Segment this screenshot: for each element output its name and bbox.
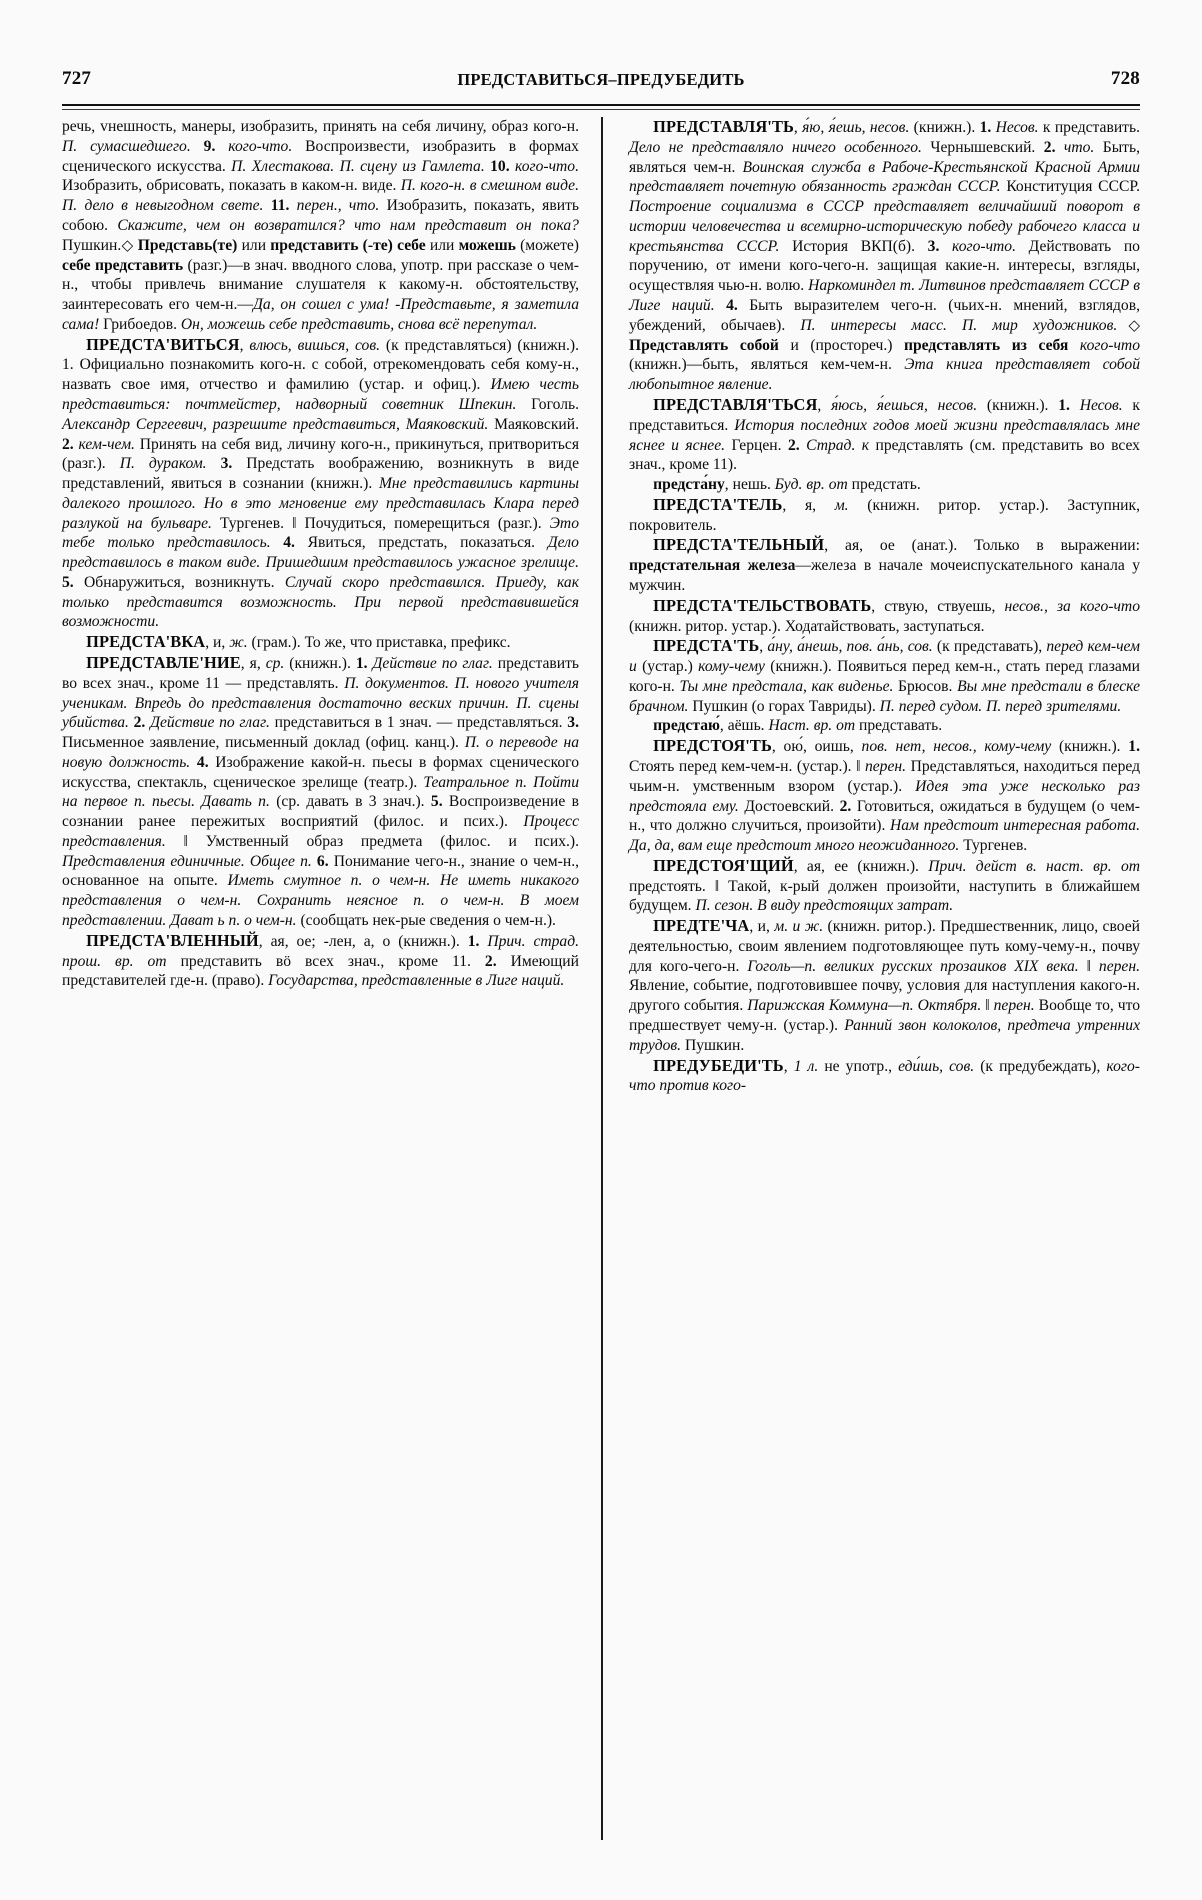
definition: Быть, являться чем-н. xyxy=(629,138,1141,176)
sense-number: 2. xyxy=(1043,138,1064,156)
text: Воспроизвести, изобразить в формах сценического искусства. xyxy=(62,137,579,175)
phraseme: представить (-те) себе xyxy=(270,236,430,254)
text: (к представать), xyxy=(932,638,1047,656)
dictionary-entry xyxy=(629,856,1140,916)
grammatical-forms: , нешь. xyxy=(724,476,775,494)
headword: ПРЕДСТА'ТЕЛЬНЫЙ xyxy=(653,535,825,555)
definition: Быть выразителем чего-н. (чьих-н. мнений, взглядов, убеждений, обычаев). xyxy=(629,296,1140,334)
dictionary-entry xyxy=(629,395,1140,475)
example: Дело представилось в таком виде. Пришедшим представилось ужасное зрелище. xyxy=(62,534,579,572)
example: Государства, представленные в Лиге наций. xyxy=(268,972,565,990)
definition: (книжн.)—быть, являться кем-чем-н. xyxy=(629,356,905,374)
example: Случай скоро представился. Приеду, как только представится возможность. При первой представившейся возможности. xyxy=(62,573,579,631)
headword: ПРЕДСТОЯ'ТЬ xyxy=(653,736,772,756)
text: (устар.) xyxy=(636,658,699,676)
phraseme: Представь(те) xyxy=(133,236,242,254)
diamond-icon: ◇ xyxy=(121,237,134,254)
definition: (ср. давать в 3 знач.). xyxy=(269,793,431,811)
folio-right: 728 xyxy=(1110,68,1140,89)
example: П. интересы масс. П. мир художников. xyxy=(800,316,1118,334)
citation-author: Тургенев. xyxy=(211,514,293,532)
definition: Явиться, предстать, показаться. xyxy=(307,534,548,552)
example: Эта книга представляет собой любопытное явление. xyxy=(629,356,1140,394)
citation-author: Тургенев. xyxy=(959,837,1028,855)
sense-number: 3. xyxy=(567,714,579,732)
headword: ПРЕДСТА'ВЛЕННЫЙ xyxy=(86,930,259,950)
sense-number: 4. xyxy=(714,296,750,314)
style-label: (книжн.). xyxy=(909,119,980,136)
dictionary-entry xyxy=(629,636,1140,716)
quotation: Александр Сергеевич, разрешите представиться, Маяковский. xyxy=(62,415,489,433)
definition: Письменное заявление, письменный доклад (офиц. канц.). xyxy=(62,734,465,752)
government: кем-чем. xyxy=(78,435,135,453)
sense-number: 1. xyxy=(467,932,488,950)
sense-number: 2. xyxy=(484,952,511,970)
dictionary-entry xyxy=(629,475,1140,495)
citation-author: Конституция СССР. xyxy=(1000,178,1140,196)
phraseme: себе представить xyxy=(62,256,188,274)
headword: ПРЕДСТА'ТЬ xyxy=(653,636,760,656)
style-label: (книжн.). xyxy=(977,397,1059,414)
dictionary-entry xyxy=(629,117,1140,395)
phraseme: представлять из себя xyxy=(904,336,1080,354)
quotation: Нам предстоит интересная работа. Да, да, вам еще предстоит много неожиданного. xyxy=(629,817,1140,855)
quotation: Да, он сошел с ума! -Представьте, я заметила сама! xyxy=(62,296,579,333)
parallel-icon: ‖ xyxy=(714,877,729,895)
grammatical-forms: , ствую, ствуешь, xyxy=(871,597,1005,615)
style-label: (книжн.). xyxy=(848,857,929,875)
definition: Обнаружиться, возникнуть. xyxy=(84,573,285,591)
citation-author: Маяковский. xyxy=(488,415,580,433)
citation-author: Грибоедов. xyxy=(99,315,181,333)
sense-number: 3. xyxy=(927,237,953,255)
grammar-note: Страд. к xyxy=(806,436,870,454)
example: Парижская Коммуна—п. Октября. xyxy=(747,997,982,1015)
phraseme: предстательная железа xyxy=(629,557,796,575)
definition: предстоять. xyxy=(629,877,715,895)
quotation: Построение социализма в СССР представляет величайший поворот в истории человечества и всемирно-историческую победу рабочего класса и крестьянства СССР. xyxy=(629,198,1140,255)
header-rule xyxy=(62,104,1140,110)
headword: ПРЕДСТА'ТЕЛЬ xyxy=(653,494,783,514)
text: речь, ᴠнешность, манеры, изобразить, принять на себя личину, образ кого-н. xyxy=(62,118,579,135)
gender-label: ж. xyxy=(229,634,248,652)
text: или xyxy=(241,236,271,254)
grammatical-forms: , ая, ое; -лен, а, о xyxy=(258,932,391,950)
definition: Имеющий представителей где-н. (право). xyxy=(62,952,579,990)
citation-author: Пушкин. xyxy=(681,1036,745,1054)
dictionary-entry xyxy=(62,335,579,633)
government: кому-чему xyxy=(698,658,765,676)
definition: к представиться. xyxy=(629,397,1141,434)
gender-label: ср. xyxy=(265,654,285,672)
text: , xyxy=(817,397,832,414)
definition: Такой, к-рый должен произойти, наступить в ближайшем будущем. xyxy=(629,877,1141,915)
grammatical-forms: , ая, ое xyxy=(824,537,895,555)
grammar-note: Прич. дейст в. наст. вр. от xyxy=(928,857,1140,875)
definition: представиться в 1 знач. — представляться. xyxy=(269,714,568,732)
grammar-note: несов., за кого-что xyxy=(1004,597,1140,615)
definition: (грам.). То же, что приставка, префикс. xyxy=(247,634,511,652)
definition: Явление, событие, подготовившее почву, условия для наступления какого-н. другого события. xyxy=(629,977,1140,1015)
style-label: (книжн.). xyxy=(390,932,468,950)
government: кого-что против кого- xyxy=(629,1057,1140,1095)
grammatical-forms: а́ну, а́нешь, пов. а́нь, сов. xyxy=(767,638,933,656)
government: кого-что. xyxy=(952,237,1016,255)
citation-author: Брюсов. xyxy=(893,677,958,695)
dictionary-entry xyxy=(62,931,579,991)
sense-number: 2. xyxy=(62,435,79,453)
dictionary-entry xyxy=(629,736,1140,856)
grammar-note: Несов. xyxy=(995,119,1039,136)
definition: представать. xyxy=(855,717,943,735)
parallel-icon: ‖ xyxy=(165,832,206,850)
dictionary-entry xyxy=(629,596,1140,637)
dictionary-entry xyxy=(629,1056,1140,1097)
parallel-icon: ‖ xyxy=(292,514,297,532)
citation-author: Гоголь. xyxy=(516,396,579,413)
citation-author: Герцен. xyxy=(725,436,788,454)
sense-number: 5. xyxy=(430,793,449,811)
phraseme: можешь xyxy=(458,236,521,254)
example: П. документов. П. нового учителя ученикам. Впредь до представления достаточно веских причин. П. сцены убийства. xyxy=(62,674,579,732)
page-header xyxy=(62,68,1140,94)
definition: (к предубеждать), xyxy=(974,1057,1107,1075)
example: Процесс представления. xyxy=(62,813,579,850)
quotation: Идея эта уже несколько раз предстояла ему. xyxy=(629,777,1140,815)
gender-label: м. и ж. xyxy=(774,918,824,936)
grammatical-forms: 1 л. xyxy=(793,1057,819,1075)
parallel-icon: ‖ xyxy=(1078,957,1099,975)
government: перен., что. xyxy=(296,197,380,215)
definition: (книжн. ритор. устар.). Заступник, покровитель. xyxy=(629,496,1140,534)
definition: (книжн.). Появиться перед кем-н., стать перед глазами кого-н. xyxy=(629,658,1140,695)
citation-author: Пушкин (о горах Тавриды). xyxy=(688,697,880,715)
sense-number: 4. xyxy=(190,753,216,771)
quotation: Воинская служба в Рабоче-Крестьянской Красной Армии представляет почетную обязанность граждан СССР. xyxy=(629,158,1140,196)
headword: ПРЕДСТОЯ'ЩИЙ xyxy=(653,855,794,875)
parallel-icon: ‖ xyxy=(981,997,994,1015)
definition: (сообщать нек-рые сведения о чем-н.). xyxy=(296,911,556,929)
dictionary-entry xyxy=(629,495,1140,536)
quotation: История последних годов моей жизни представлялась мне яснее и яснее. xyxy=(629,416,1141,454)
text: , xyxy=(759,638,768,656)
sense-number: 2. xyxy=(839,797,857,815)
definition: предстать. xyxy=(847,476,921,494)
definition: к представить. xyxy=(1038,119,1141,136)
text: , xyxy=(239,336,250,354)
definition: представить во всех знач., кроме 11 — представлять. xyxy=(62,654,580,692)
dictionary-entry xyxy=(629,535,1140,595)
definition: Воспроизведение в сознании ранее пережитых восприятий (филос. и псих.). xyxy=(62,793,580,831)
grammar-note: Наст. вр. от xyxy=(768,717,856,735)
dictionary-entry xyxy=(629,916,1140,1055)
text: Изобразить, обрисовать, показать в каком-н. виде. xyxy=(62,177,401,195)
text: не употр., xyxy=(818,1057,899,1075)
sense-number: 1. xyxy=(979,119,996,136)
grammatical-forms: еди́шь, сов. xyxy=(898,1057,975,1075)
government: что. xyxy=(1063,138,1095,156)
body-columns xyxy=(62,117,1140,1840)
headword: ПРЕДСТАВЛЕ'НИЕ xyxy=(86,652,241,672)
example: П. дураком. xyxy=(119,455,207,473)
government: кого-что. xyxy=(228,137,293,155)
quotation: Мне представились картины далекого прошлого. Но в это мгновение ему представилась Клара перед разлукой на бульваре. xyxy=(62,475,579,532)
diamond-icon: ◇ xyxy=(1117,317,1140,334)
grammatical-forms: , я, xyxy=(240,654,266,672)
headword: ПРЕДСТАВЛЯ'ТЬ xyxy=(653,117,794,136)
sense-number: 10. xyxy=(484,157,516,175)
grammar-note: Прич. страд. прош. вр. от xyxy=(62,932,580,970)
headword: предста́ну xyxy=(653,476,725,494)
definition: Понимание чего-н., знание о чем-н., основанное на опыте. xyxy=(62,852,579,890)
sense-number: 9. xyxy=(190,137,229,155)
headword: ПРЕДСТА'ТЕЛЬСТВОВАТЬ xyxy=(653,595,872,615)
example: Гоголь—п. великих русских прозаиков XIX века. xyxy=(747,957,1079,975)
definition: (к представляться) (книжн.). 1. Официально познакомить кого-н. с собой, отрекомендовать себя кому-н., назвать свое имя, отчество и фамилию (устар. и офиц.). xyxy=(62,336,580,394)
definition: (книжн. ритор. устар.). Ходатайствовать, заступаться. xyxy=(629,617,985,635)
usage-label: перен. xyxy=(1098,957,1140,975)
example: Представления единичные. Общее п. xyxy=(62,852,312,870)
quotation: Имею честь представиться: почтмейстер, надворный советник Шпекин. xyxy=(62,376,579,413)
definition: Умственный образ предмета (филос. и псих.). xyxy=(205,832,579,850)
definition: представить вӧ всех знач., кроме 11. xyxy=(166,952,485,970)
phraseme: Представлять собой xyxy=(629,336,791,354)
gender-label: м. xyxy=(834,496,849,514)
sense-number: 2. xyxy=(128,714,151,732)
grammar-note: Действие по глаг. xyxy=(150,714,270,732)
sense-number: 1. xyxy=(355,654,373,672)
definition: (книжн. ритор.). Предшественник, лицо, своей деятельностью, своим явлением подготовляющее путь кому-чему-н., почву для кого-чего-н. xyxy=(629,918,1140,975)
usage-label: перен. xyxy=(993,997,1035,1015)
style-label: (книжн.). xyxy=(1051,738,1129,756)
example: П. сезон. В виду предстоящих затрат. xyxy=(695,897,954,915)
headword: ПРЕДСТА'ВИТЬСЯ xyxy=(86,334,240,354)
column-right xyxy=(601,117,1140,1840)
definition: (анат.). Только в выражении: xyxy=(894,537,1140,555)
grammatical-forms: , я, xyxy=(782,496,835,514)
example: Это тебе только представилось. xyxy=(62,514,579,552)
example: Театральное п. Пойти на первое п. пьесы. Давать п. xyxy=(62,773,579,811)
grammatical-forms: я́юсь, я́ешься, несов. xyxy=(831,397,978,414)
sense-number: 1. xyxy=(1128,738,1140,756)
example: П. Хлестакова. П. сцену из Гамлета. xyxy=(231,157,485,175)
definition: Стоять перед кем-чем-н. (устар.). xyxy=(629,757,857,775)
text: и (простореч.) xyxy=(790,336,905,354)
sense-number: 4. xyxy=(270,534,308,552)
definition: Действовать по поручению, от имени кого-чего-н. защищая какие-н. интересы, взгляды, осуществляя чью-н. волю. xyxy=(629,237,1140,295)
text: (можете) xyxy=(520,236,579,254)
grammatical-forms: , ая, ее xyxy=(793,857,849,875)
example: Наркоминдел т. Литвинов представляет СССР в Лиге наций. xyxy=(629,277,1140,314)
definition: Принять на себя вид, личину кого-н., прикинуться, притвориться (разг.). xyxy=(62,435,579,473)
text: , ою́, оишь, xyxy=(771,738,862,756)
grammatical-forms: , и, xyxy=(749,918,775,936)
quotation: Скажите, чем он возвратился? что нам представит он пока? xyxy=(117,216,579,234)
definition: Почудиться, померещиться (разг.). xyxy=(296,514,550,532)
headword: ПРЕДСТАВЛЯ'ТЬСЯ xyxy=(653,395,818,414)
text: Изобразить, показать, явить собою. xyxy=(62,197,579,234)
sense-number: 1. xyxy=(1058,397,1080,414)
sense-number: 6. xyxy=(311,852,334,870)
running-head: ПРЕДСТАВИТЬСЯ–ПРЕДУБЕДИТЬ xyxy=(457,70,745,89)
quotation: Ранний звон колоколов, предтеча утренних трудов. xyxy=(629,1016,1141,1054)
definition: Предстать воображению, возникнуть в виде представлений, явиться в сознании (книжн.). xyxy=(62,455,579,493)
grammar-note: Буд. вр. от xyxy=(774,476,848,494)
text: или xyxy=(429,236,459,254)
government: перед кем-чем и xyxy=(629,638,1141,676)
definition: Готовиться, ожидаться в будущем (о чем-н., что должно случиться, произойти). xyxy=(629,797,1140,835)
headword: ПРЕДУБЕДИ'ТЬ xyxy=(653,1055,784,1075)
entry-continuation xyxy=(62,117,579,335)
parallel-icon: ‖ xyxy=(856,757,865,775)
quotation: Вы мне предстали в блеске брачном. xyxy=(629,677,1140,715)
government: кого-что. xyxy=(515,157,579,175)
style-label: (книжн.). xyxy=(284,654,356,672)
headword: предстаю́ xyxy=(653,717,720,735)
government: кого-что xyxy=(1079,336,1140,354)
dictionary-entry xyxy=(62,632,579,653)
definition: Представляться, находиться перед чьим-н. умственным взором (устар.). xyxy=(629,757,1141,795)
example: Он, можешь себе представить, снова всё перепутал. xyxy=(180,315,538,333)
headword: ПРЕДТЕ'ЧА xyxy=(653,916,750,936)
grammatical-forms: влюсь, вишься, сов. xyxy=(249,336,380,354)
definition: представлять (см. представить во всех знач., кроме 11). xyxy=(629,436,1140,474)
text: , xyxy=(783,1057,794,1075)
example: П. сумасшедшего. xyxy=(62,137,191,155)
citation-author: Достоевский. xyxy=(738,797,840,815)
column-left xyxy=(62,117,601,1840)
text: , xyxy=(793,119,803,136)
sense-number: 3. xyxy=(206,455,247,473)
example: Иметь смутное п. о чем-н. Не иметь никакого представления о чем-н. Сохранить неясное п. о чем-н. В моем представлении. Дават ь п. о чем-н. xyxy=(62,872,579,929)
grammatical-forms: пов. нет, несов., кому-чему xyxy=(861,738,1052,756)
citation-author: История ВКП(б). xyxy=(779,237,928,255)
grammatical-forms: , аёшь. xyxy=(719,717,769,735)
grammatical-forms: , и, xyxy=(205,634,230,652)
sense-number: 5. xyxy=(62,573,85,591)
usage-label: перен. xyxy=(864,757,907,775)
grammar-note: Действие по глаг. xyxy=(372,654,493,672)
citation-author: Пушкин. xyxy=(62,236,122,254)
definition: —железа в начале мочеиспускательного канала у мужчин. xyxy=(629,557,1140,594)
folio-left: 727 xyxy=(62,68,92,89)
grammatical-forms: я́ю, я́ешь, несов. xyxy=(802,119,910,136)
dictionary-entry xyxy=(629,716,1140,736)
definition: Вообще то, что предшествует чему-н. (устар.). xyxy=(629,997,1141,1034)
example: П. о переводе на новую должность. xyxy=(62,734,579,771)
quotation: Дело не представляло ничего особенного. xyxy=(629,138,922,156)
sense-number: 2. xyxy=(787,436,807,454)
quotation: Ты мне предстала, как виденье. xyxy=(679,677,894,695)
headword: ПРЕДСТА'ВКА xyxy=(86,632,206,652)
definition: Изображение какой-н. пьесы в формах сценического искусства, спектакль, сценическое зрелище (театр.). xyxy=(62,753,579,791)
text: (разг.)—в знач. вводного слова, употр. при рассказе о чем-н., чтобы привлечь внимание слушателя к какому-н. обстоятельству, заинтересовать его чем-н.— xyxy=(62,256,580,314)
dictionary-entry xyxy=(62,653,579,931)
example: П. кого-н. в смешном виде. П. дело в невыгодном свете. xyxy=(62,177,579,215)
grammar-note: Несов. xyxy=(1079,397,1123,414)
citation-author: Чернышевский. xyxy=(921,138,1044,156)
sense-number: 11. xyxy=(263,197,297,215)
example: П. перед судом. П. перед зрителями. xyxy=(879,697,1122,715)
